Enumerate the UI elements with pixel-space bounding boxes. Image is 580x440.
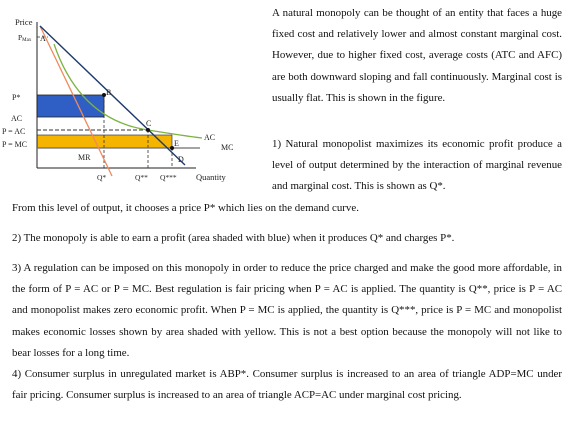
price-axis-label: Price bbox=[15, 17, 33, 27]
q1-label: Q* bbox=[97, 173, 107, 182]
point-4-paragraph: 4) Consumer surplus in unregulated market is ABP*. Consumer surplus is increased to an area of triangle ADP=MC under fair pricing. Consumer surplus is increased to an area of triangle ACP=AC under marginal cost pricing. bbox=[12, 368, 562, 402]
point-3-paragraph: 3) A regulation can be imposed on this monopoly in order to reduce the price charged and make the good more affordable, in the form of P = AC or P = MC. Best regulation is fair pricing when P = AC is applied. The quantity is Q**, price is P = AC and monopolist makes zero economic profit. When P = MC is applied, the quantity is Q***, price is P = MC and monopolist makes economic losses shown by area shaded with yellow. This is not a best option because the monopoly will not like to bear losses for a long time. bbox=[12, 262, 562, 359]
point-c-marker bbox=[146, 128, 150, 132]
point-1-continuation: From this level of output, it chooses a price P* which lies on the demand curve. bbox=[12, 202, 359, 214]
point-a-label: A bbox=[40, 34, 46, 43]
point-2-paragraph: 2) The monopoly is able to earn a profit (area shaded with blue) when it produces Q* and charges P*. bbox=[12, 232, 455, 244]
mr-label: MR bbox=[78, 153, 91, 162]
intro-paragraph: A natural monopoly can be thought of an entity that faces a huge fixed cost and relatively lower and almost constant marginal cost. However, due to higher fixed cost, average costs (ATC and AFC) are both downward sloping and fall continuously. Marginal cost is usually flat. This is shown in the figure. bbox=[272, 7, 562, 104]
point-1-paragraph: 1) Natural monopolist maximizes its economic profit produce a level of output determined by the interaction of marginal revenue and marginal cost. This is shown as Q*. bbox=[272, 138, 562, 193]
natural-monopoly-figure bbox=[0, 0, 262, 196]
point-b-label: B bbox=[106, 88, 112, 97]
pmax-label-sub: Max bbox=[22, 38, 32, 43]
quantity-axis-label: Quantity bbox=[196, 172, 226, 182]
pmax-label-main: P bbox=[18, 33, 23, 42]
p-eq-mc-label: P = MC bbox=[2, 140, 28, 149]
mc-curve-label: MC bbox=[221, 143, 234, 152]
pstar-label: P* bbox=[12, 93, 21, 102]
point-c-label: C bbox=[146, 119, 152, 128]
loss-area-yellow bbox=[37, 135, 172, 148]
point-d-label: D bbox=[178, 155, 184, 164]
point-e-label: E bbox=[174, 139, 179, 148]
pmax-label bbox=[18, 33, 32, 43]
q2-label: Q** bbox=[135, 173, 148, 182]
p-eq-ac-label: P = AC bbox=[2, 127, 26, 136]
ac-axis-label: AC bbox=[11, 114, 23, 123]
ac-curve-label: AC bbox=[204, 133, 216, 142]
ac-curve bbox=[54, 44, 202, 138]
q3-label: Q*** bbox=[160, 173, 177, 182]
